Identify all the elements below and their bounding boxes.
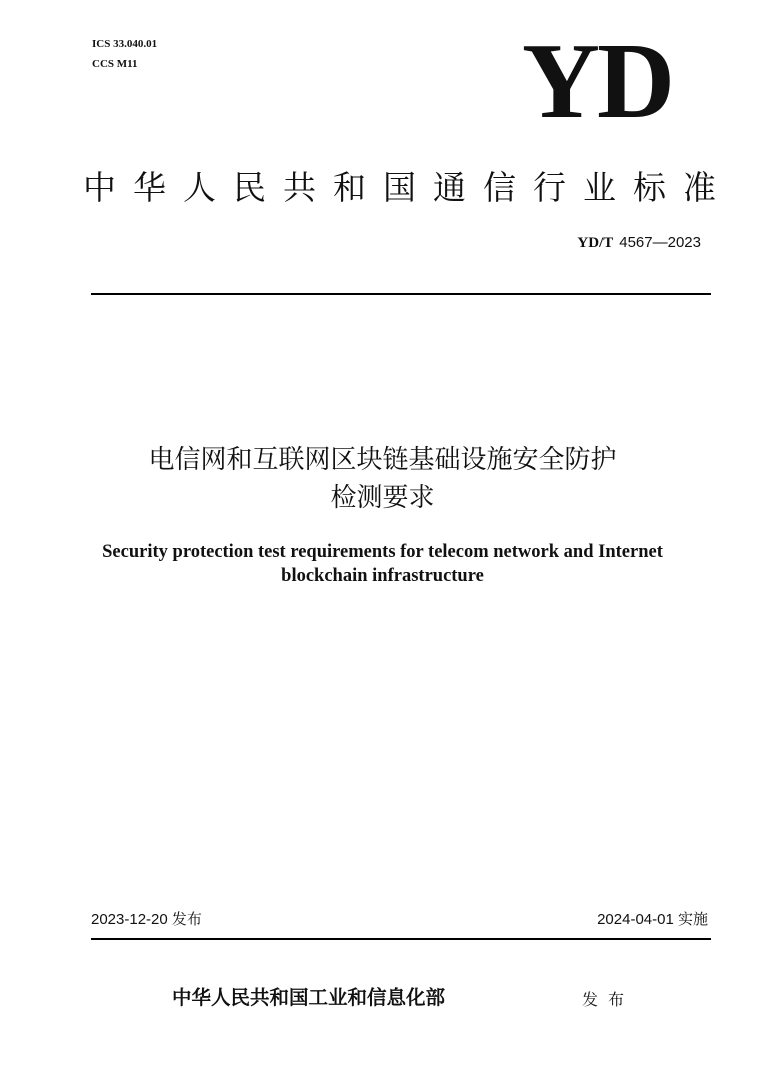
yd-logo: YD bbox=[522, 22, 672, 141]
top-divider bbox=[91, 293, 711, 295]
english-title-line-2: blockchain infrastructure bbox=[281, 566, 484, 586]
chinese-title bbox=[40, 441, 725, 517]
standard-code-number: 4567—2023 bbox=[619, 234, 701, 251]
classification-codes bbox=[92, 34, 157, 74]
publisher-name: 中华人民共和国工业和信息化部 bbox=[172, 986, 446, 1009]
english-title-line-1: Security protection test requirements for telecom network and Internet bbox=[102, 542, 663, 562]
standard-code bbox=[577, 233, 701, 253]
ccs-code: CCS M11 bbox=[92, 58, 138, 70]
publish-label: 发布 bbox=[582, 990, 635, 1009]
issue-date: 2023-12-20 发布 bbox=[91, 911, 202, 928]
standard-type-heading: 中华人民共和国通信行业标准 bbox=[83, 168, 733, 207]
standard-code-prefix: YD/T bbox=[577, 235, 614, 251]
english-title bbox=[40, 540, 725, 588]
chinese-title-line-2: 检测要求 bbox=[330, 483, 435, 513]
ics-code: ICS 33.040.01 bbox=[92, 38, 158, 50]
implementation-date: 2024-04-01 实施 bbox=[597, 911, 708, 928]
chinese-title-line-1: 电信网和互联网区块链基础设施安全防护 bbox=[148, 445, 617, 475]
bottom-divider bbox=[91, 938, 711, 940]
